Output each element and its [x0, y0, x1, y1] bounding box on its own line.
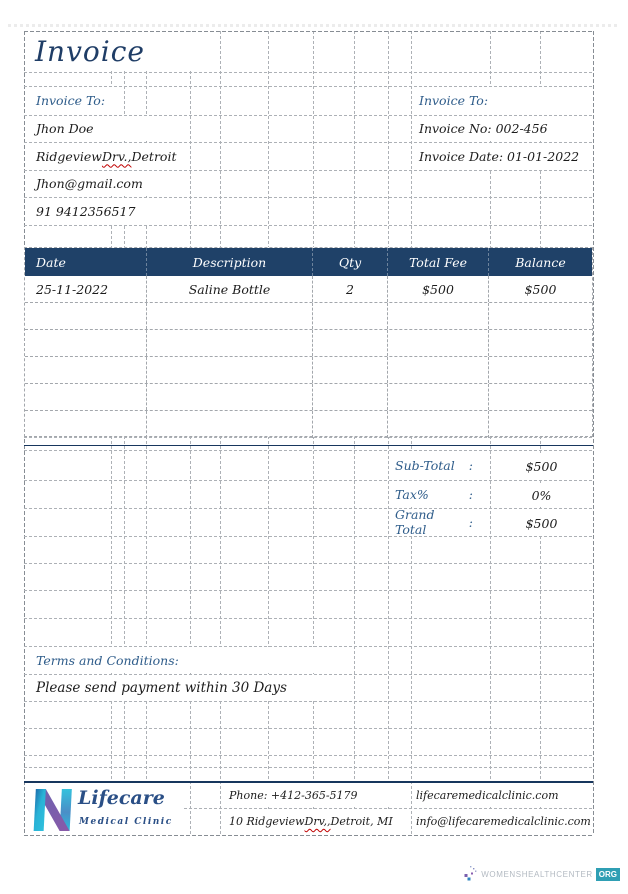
terms-heading: Terms and Conditions:: [25, 647, 353, 673]
invoice-number: Invoice No: 002-456: [412, 116, 592, 141]
item-balance: $500: [524, 281, 557, 297]
footer-address-part: Detroit, MI: [330, 815, 393, 828]
footer-address: [221, 809, 410, 834]
tax-colon: :: [468, 486, 473, 502]
address-part: Ridgeview: [36, 148, 102, 164]
table-bottom-rule: [24, 445, 593, 446]
empty-item-row: [25, 357, 592, 384]
item-qty: 2: [313, 276, 388, 302]
grand-total-value: $500: [491, 511, 592, 535]
subtotal-value: $500: [491, 453, 592, 479]
item-date: 25-11-2022: [25, 276, 147, 302]
footer-company-tagline: Medical Clinic: [79, 817, 173, 827]
bill-to-phone: 91 9412356517: [25, 198, 189, 224]
watermark-badge: ORG: [596, 868, 620, 881]
tax-label: Tax%: [395, 486, 429, 502]
invoice-meta-heading: Invoice To:: [412, 87, 592, 114]
empty-item-row: [25, 330, 592, 357]
lifecare-logo-icon: [33, 786, 73, 832]
page-title: Invoice: [25, 32, 219, 71]
bill-to-name: Jhon Doe: [25, 116, 189, 141]
item-total-fee: $500: [388, 276, 489, 302]
address-part: Detroit: [131, 148, 177, 164]
item-row: [25, 276, 592, 303]
column-header-description: Description: [147, 248, 313, 276]
footer-website: lifecaremedicalclinic.com: [412, 783, 592, 807]
bill-to-address: [25, 143, 189, 169]
footer-email: info@lifecaremedicalclinic.com: [412, 809, 592, 834]
empty-item-row: [25, 384, 592, 411]
watermark-sparkle-icon: [464, 866, 478, 882]
items-table: [24, 247, 593, 437]
bill-to-email: Jhon@gmail.com: [25, 171, 189, 196]
watermark-text: WOMENSHEALTHCENTER: [481, 869, 593, 879]
grand-total-row: [389, 509, 489, 535]
subtotal-colon: :: [468, 457, 473, 473]
bill-to-heading: Invoice To:: [25, 87, 123, 114]
empty-item-row: [25, 411, 592, 438]
tax-value: 0%: [491, 483, 592, 507]
subtotal-row: [389, 451, 489, 479]
footer-address-misspelled-word: Drv,,: [304, 815, 331, 828]
tax-row: [389, 481, 489, 507]
column-header-date: Date: [25, 248, 147, 276]
address-misspelled-word: Drv.,: [101, 148, 132, 164]
column-header-total-fee: Total Fee: [388, 248, 489, 276]
terms-body: Please send payment within 30 Days: [25, 675, 353, 700]
footer-phone: Phone: +412-365-5179: [221, 783, 410, 807]
column-header-qty: Qty: [313, 248, 388, 276]
footer-company-name: Lifecare: [78, 787, 165, 809]
items-table-header-row: [25, 248, 592, 276]
column-header-balance: Balance: [515, 254, 566, 270]
subtotal-label: Sub-Total: [395, 457, 455, 473]
grand-total-label: Grand Total: [395, 507, 435, 537]
footer-address-part: 10 Ridgeview: [229, 815, 305, 828]
footer-top-rule: [24, 781, 593, 783]
empty-item-row: [25, 303, 592, 330]
watermark: [464, 866, 620, 882]
item-description: Saline Bottle: [147, 276, 313, 302]
invoice-date: Invoice Date: 01-01-2022: [412, 143, 592, 169]
grand-total-colon: :: [468, 514, 473, 530]
